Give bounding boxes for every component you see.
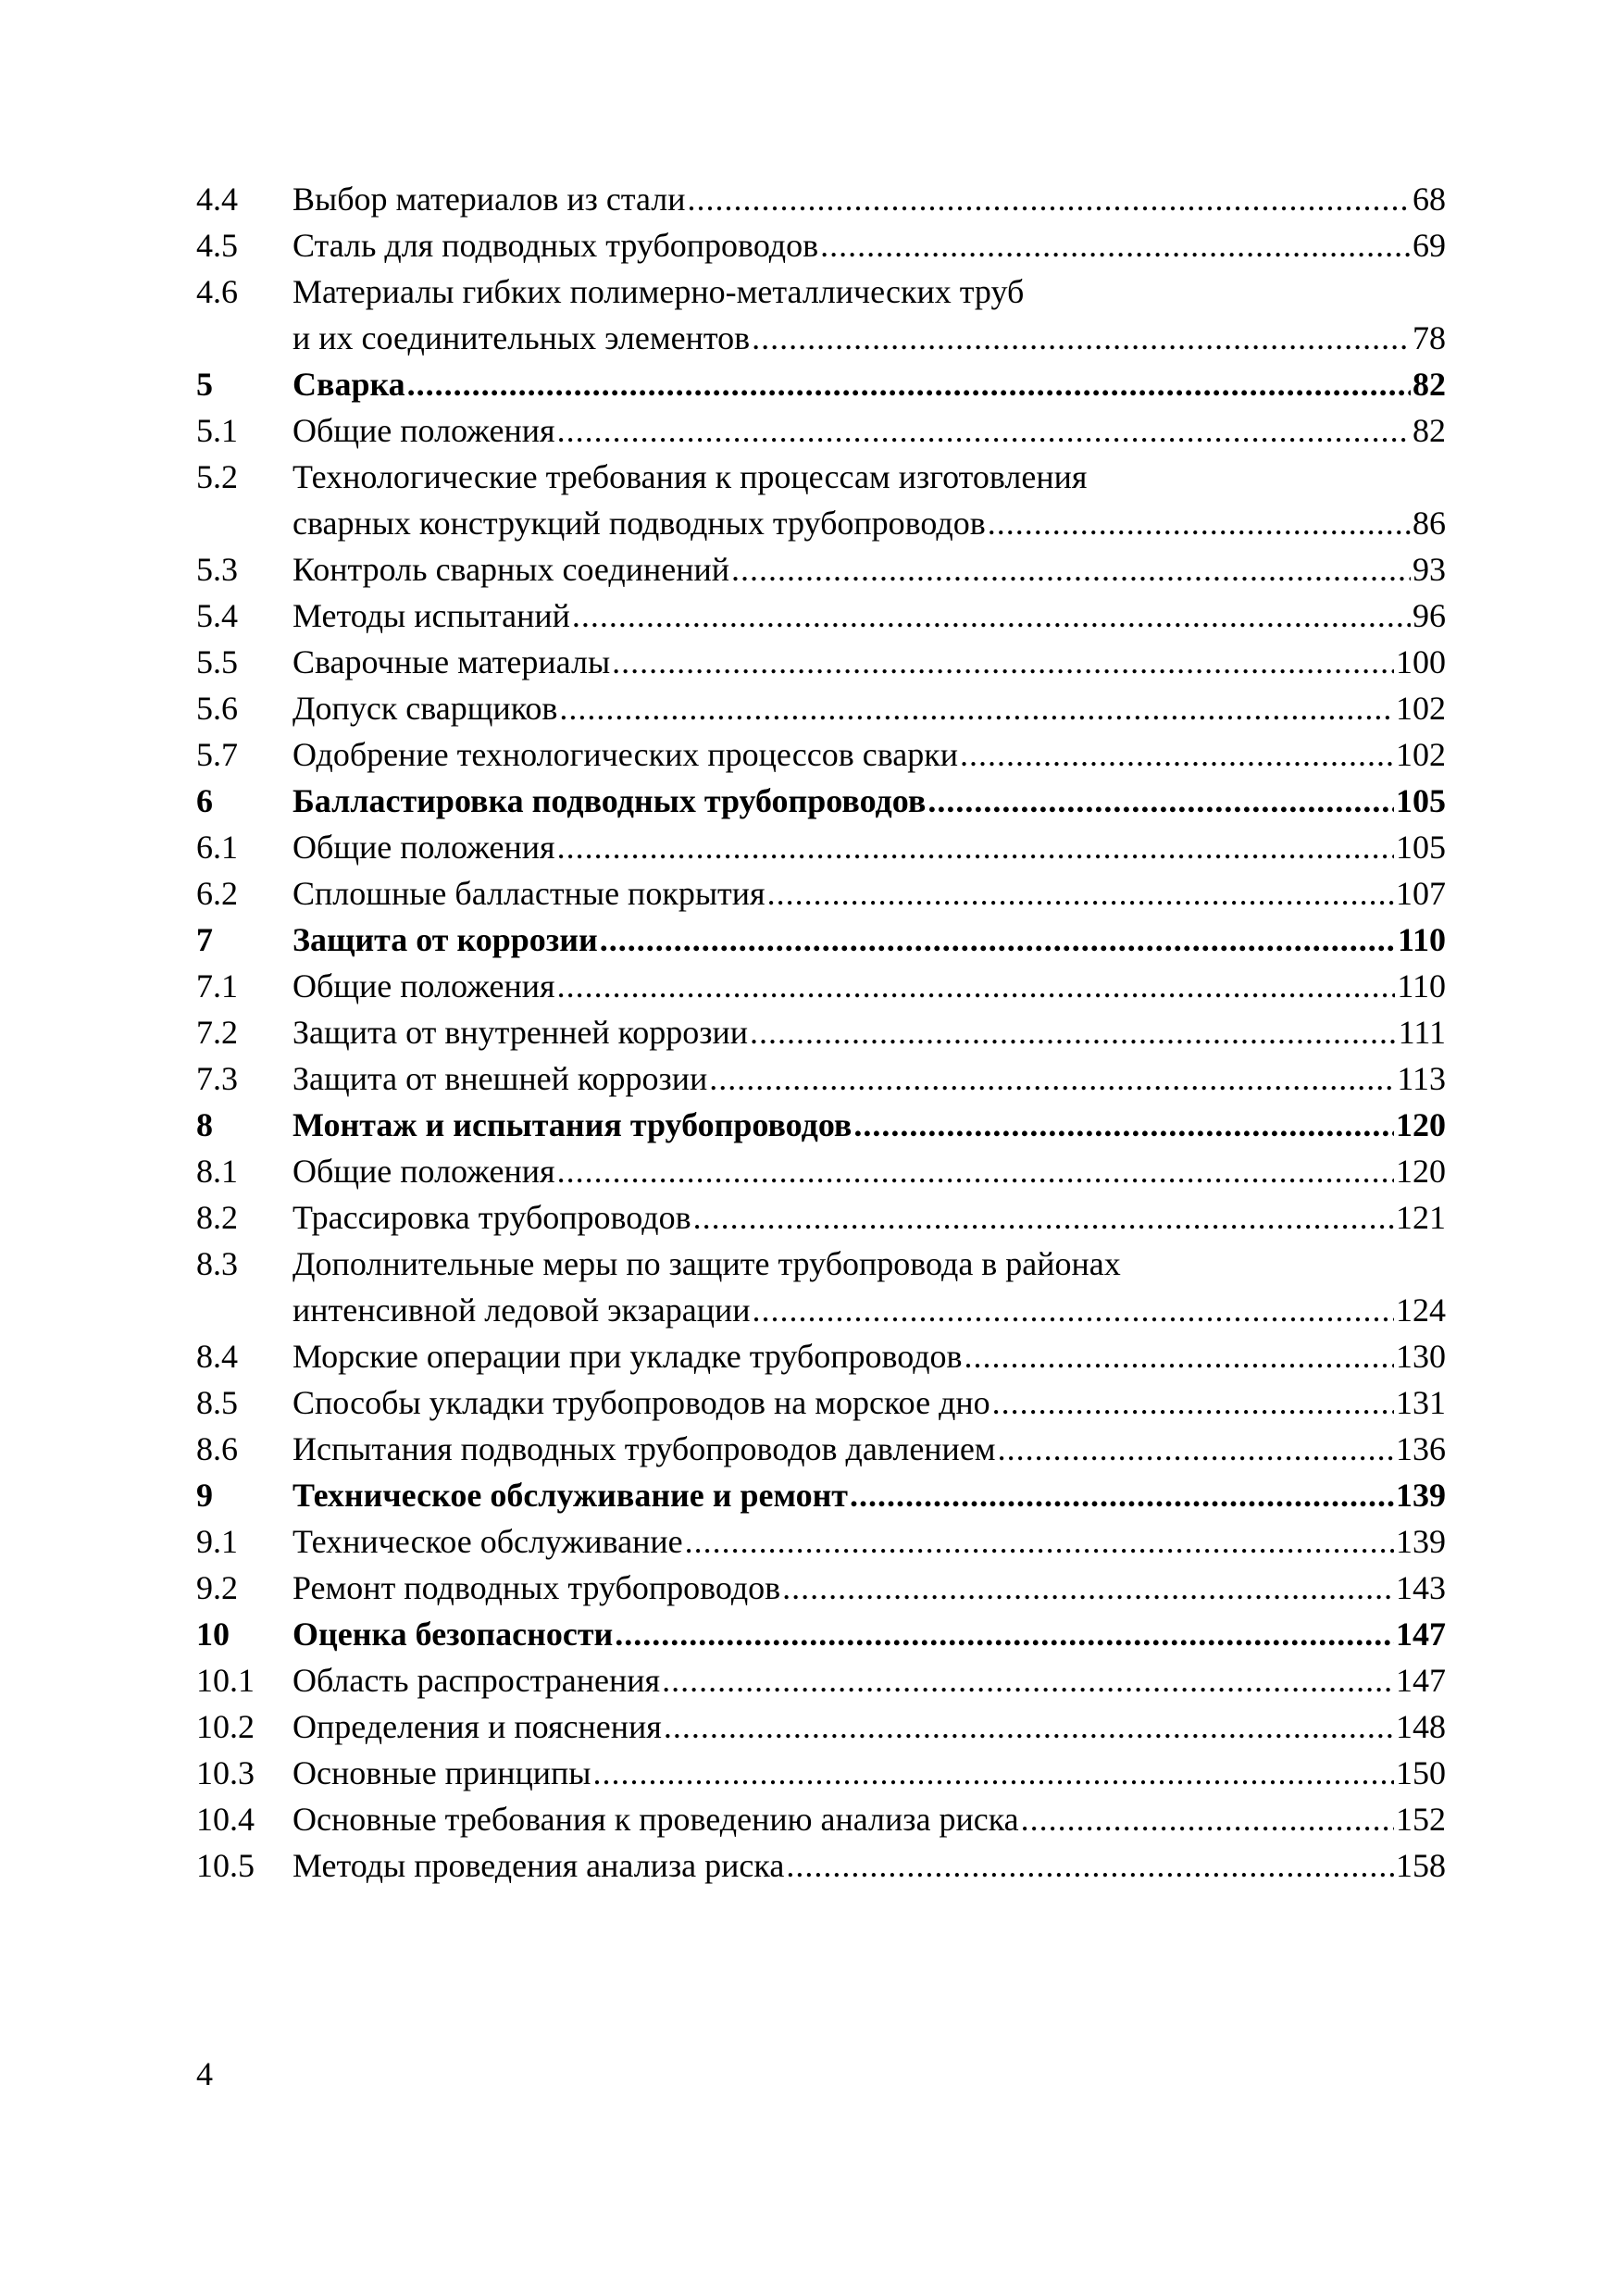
toc-title: Защита от коррозии: [292, 921, 598, 958]
toc-leader-dots: [965, 1333, 1394, 1379]
toc-leader-dots: [600, 917, 1396, 963]
toc-title: Определения и пояснения: [292, 1708, 662, 1745]
page-number: 4: [196, 2055, 213, 2092]
toc-number: 7.3: [196, 1060, 238, 1097]
toc-page-number: 78: [1413, 319, 1446, 356]
toc-section-row[interactable]: [196, 222, 1446, 268]
toc-section-row[interactable]: [196, 1750, 1446, 1796]
toc-title-continuation: сварных конструкций подводных трубопроводов: [292, 505, 986, 542]
toc-page-number: 121: [1396, 1199, 1446, 1236]
toc-leader-dots: [850, 1472, 1394, 1518]
toc-number: 8: [196, 1106, 213, 1143]
toc-leader-dots: [662, 1657, 1394, 1703]
toc-title: Ремонт подводных трубопроводов: [292, 1569, 781, 1606]
toc-number: 8.3: [196, 1245, 238, 1282]
toc-page-number: 150: [1396, 1754, 1446, 1791]
toc-number: 4.5: [196, 227, 238, 264]
toc-page-number: 120: [1396, 1153, 1446, 1190]
toc-page-number: 139: [1396, 1477, 1446, 1514]
toc-page-number: 93: [1413, 551, 1446, 588]
toc-section-row[interactable]: [196, 685, 1446, 731]
toc-page-number: 102: [1396, 690, 1446, 727]
toc-section-row[interactable]: [196, 1148, 1446, 1194]
toc-title: Техническое обслуживание: [292, 1523, 683, 1560]
toc-section-row[interactable]: [196, 1842, 1446, 1889]
toc-section-row[interactable]: [196, 1055, 1446, 1102]
toc-page-number: 96: [1413, 597, 1446, 634]
toc-number: 10.5: [196, 1847, 255, 1884]
toc-chapter-row[interactable]: [196, 361, 1446, 407]
toc-page-number: 139: [1396, 1523, 1446, 1560]
toc-number: 7.1: [196, 967, 238, 1004]
toc-section-row[interactable]: [196, 1796, 1446, 1842]
toc-title-continuation: и их соединительных элементов: [292, 319, 751, 356]
toc-title: Методы проведения анализа риска: [292, 1847, 785, 1884]
toc-leader-dots: [709, 1055, 1395, 1102]
toc-number: 5.1: [196, 412, 238, 449]
toc-leader-dots: [615, 1611, 1394, 1657]
toc-leader-dots: [559, 685, 1394, 731]
toc-leader-dots: [688, 176, 1412, 222]
toc-title: Сварочные материалы: [292, 643, 611, 680]
toc-page-number: 131: [1396, 1384, 1446, 1421]
toc-number: 5.7: [196, 736, 238, 773]
toc-title: Испытания подводных трубопроводов давлением: [292, 1430, 996, 1467]
toc-title: Общие положения: [292, 1153, 555, 1190]
toc-number: 5.4: [196, 597, 238, 634]
toc-page-number: 82: [1413, 412, 1446, 449]
toc-page-number: 148: [1396, 1708, 1446, 1745]
toc-leader-dots: [557, 407, 1411, 454]
toc-page-number: 105: [1396, 782, 1446, 819]
toc-section-row[interactable]: [196, 1379, 1446, 1426]
toc-section-row[interactable]: [196, 1426, 1446, 1472]
toc-page-number: 110: [1397, 921, 1446, 958]
toc-section-row[interactable]: [196, 1333, 1446, 1379]
toc-page-number: 158: [1396, 1847, 1446, 1884]
toc-leader-dots: [731, 546, 1411, 593]
toc-number: 9: [196, 1477, 213, 1514]
toc-leader-dots: [782, 1565, 1394, 1611]
toc-title: Общие положения: [292, 829, 555, 866]
toc-number: 5.6: [196, 690, 238, 727]
toc-title: Сплошные балластные покрытия: [292, 875, 765, 912]
toc-title: Способы укладки трубопроводов на морское дно: [292, 1384, 990, 1421]
toc-leader-dots: [998, 1426, 1394, 1472]
toc-number: 8.6: [196, 1430, 238, 1467]
toc-page-number: 124: [1396, 1292, 1446, 1329]
toc-number: 8.5: [196, 1384, 238, 1421]
toc-title: Защита от внутренней коррозии: [292, 1014, 749, 1051]
toc-leader-dots: [592, 1750, 1394, 1796]
toc-continuation-row[interactable]: [196, 315, 1446, 361]
toc-section-row[interactable]: [196, 268, 1446, 315]
toc-section-row[interactable]: [196, 176, 1446, 222]
toc-number: 9.1: [196, 1523, 238, 1560]
toc-leader-dots: [557, 1148, 1394, 1194]
toc-page-number: 147: [1396, 1662, 1446, 1699]
toc-title: Балластировка подводных трубопроводов: [292, 782, 927, 819]
toc-title: Сварка: [292, 366, 405, 403]
toc-leader-dots: [820, 222, 1411, 268]
toc-title: Одобрение технологических процессов сварки: [292, 736, 958, 773]
toc-page-number: 143: [1396, 1569, 1446, 1606]
toc-leader-dots: [612, 639, 1394, 685]
toc-leader-dots: [1021, 1796, 1394, 1842]
toc-number: 9.2: [196, 1569, 238, 1606]
toc-title: Морские операции при укладке трубопроводов: [292, 1338, 963, 1375]
toc-section-row[interactable]: [196, 1703, 1446, 1750]
toc-title: Техническое обслуживание и ремонт: [292, 1477, 848, 1514]
toc-title: Выбор материалов из стали: [292, 181, 686, 218]
toc-page-number: 136: [1396, 1430, 1446, 1467]
toc-leader-dots: [557, 963, 1396, 1009]
toc-leader-dots: [752, 315, 1411, 361]
toc-page-number: 82: [1413, 366, 1446, 403]
toc-continuation-row[interactable]: [196, 500, 1446, 546]
toc-number: 10.2: [196, 1708, 255, 1745]
toc-number: 7.2: [196, 1014, 238, 1051]
toc-section-row[interactable]: [196, 1194, 1446, 1241]
toc-section-row[interactable]: [196, 454, 1446, 500]
toc-section-row[interactable]: [196, 824, 1446, 870]
toc-section-row[interactable]: [196, 1657, 1446, 1703]
toc-page-number: 147: [1396, 1616, 1446, 1653]
toc-chapter-row[interactable]: [196, 1102, 1446, 1148]
toc-title: Трассировка трубопроводов: [292, 1199, 691, 1236]
toc-title: Монтаж и испытания трубопроводов: [292, 1106, 853, 1143]
toc-leader-dots: [853, 1102, 1394, 1148]
toc-number: 5.3: [196, 551, 238, 588]
toc-number: 6.1: [196, 829, 238, 866]
toc-section-row[interactable]: [196, 407, 1446, 454]
toc-title: Область распространения: [292, 1662, 661, 1699]
toc-number: 6: [196, 782, 213, 819]
toc-title: Сталь для подводных трубопроводов: [292, 227, 819, 264]
toc-number: 10.3: [196, 1754, 255, 1791]
toc-title: Контроль сварных соединений: [292, 551, 730, 588]
toc-section-row[interactable]: [196, 870, 1446, 917]
toc-title: Методы испытаний: [292, 597, 570, 634]
toc-leader-dots: [664, 1703, 1394, 1750]
toc-section-row[interactable]: [196, 639, 1446, 685]
toc-number: 10.1: [196, 1662, 255, 1699]
toc-title: Технологические требования к процессам изготовления: [292, 458, 1088, 495]
toc-section-row[interactable]: [196, 1518, 1446, 1565]
toc-title: Оценка безопасности: [292, 1616, 614, 1653]
toc-page-number: 120: [1396, 1106, 1446, 1143]
toc-leader-dots: [786, 1842, 1394, 1889]
toc-title: Допуск сварщиков: [292, 690, 558, 727]
toc-number: 5: [196, 366, 213, 403]
toc-leader-dots: [753, 1287, 1394, 1333]
toc-page-number: 107: [1396, 875, 1446, 912]
table-of-contents: [196, 176, 1446, 1889]
toc-section-row[interactable]: [196, 1565, 1446, 1611]
toc-number: 8.2: [196, 1199, 238, 1236]
toc-leader-dots: [960, 731, 1394, 778]
toc-page-number: 113: [1397, 1060, 1446, 1097]
toc-chapter-row[interactable]: [196, 917, 1446, 963]
toc-number: 6.2: [196, 875, 238, 912]
toc-title: Общие положения: [292, 967, 555, 1004]
toc-page-number: 130: [1396, 1338, 1446, 1375]
toc-section-row[interactable]: [196, 963, 1446, 1009]
toc-page-number: 111: [1398, 1014, 1446, 1051]
toc-page-number: 100: [1396, 643, 1446, 680]
toc-leader-dots: [927, 778, 1394, 824]
toc-leader-dots: [767, 870, 1394, 917]
toc-number: 8.1: [196, 1153, 238, 1190]
toc-page-number: 69: [1413, 227, 1446, 264]
toc-number: 4.6: [196, 273, 238, 310]
toc-title: Защита от внешней коррозии: [292, 1060, 708, 1097]
toc-number: 5.5: [196, 643, 238, 680]
toc-page-number: 68: [1413, 181, 1446, 218]
toc-leader-dots: [750, 1009, 1397, 1055]
toc-continuation-row[interactable]: [196, 1287, 1446, 1333]
toc-page-number: 102: [1396, 736, 1446, 773]
toc-number: 4.4: [196, 181, 238, 218]
toc-leader-dots: [988, 500, 1411, 546]
toc-leader-dots: [572, 593, 1411, 639]
toc-section-row[interactable]: [196, 593, 1446, 639]
toc-title: Основные принципы: [292, 1754, 591, 1791]
toc-title-continuation: интенсивной ледовой экзарации: [292, 1292, 751, 1329]
toc-title: Основные требования к проведению анализа риска: [292, 1801, 1019, 1838]
toc-leader-dots: [693, 1194, 1394, 1241]
toc-page-number: 105: [1396, 829, 1446, 866]
toc-title: Общие положения: [292, 412, 555, 449]
toc-section-row[interactable]: [196, 1241, 1446, 1287]
toc-section-row[interactable]: [196, 1009, 1446, 1055]
toc-chapter-row[interactable]: [196, 1472, 1446, 1518]
toc-number: 10: [196, 1616, 230, 1653]
toc-title: Дополнительные меры по защите трубопровода в районах: [292, 1245, 1121, 1282]
toc-title: Материалы гибких полимерно-металлических труб: [292, 273, 1025, 310]
toc-section-row[interactable]: [196, 546, 1446, 593]
toc-section-row[interactable]: [196, 731, 1446, 778]
toc-chapter-row[interactable]: [196, 1611, 1446, 1657]
toc-page-number: 152: [1396, 1801, 1446, 1838]
toc-leader-dots: [685, 1518, 1394, 1565]
toc-leader-dots: [407, 361, 1411, 407]
toc-chapter-row[interactable]: [196, 778, 1446, 824]
toc-number: 8.4: [196, 1338, 238, 1375]
toc-number: 5.2: [196, 458, 238, 495]
toc-leader-dots: [992, 1379, 1394, 1426]
toc-number: 10.4: [196, 1801, 255, 1838]
toc-page-number: 86: [1413, 505, 1446, 542]
toc-page-number: 110: [1397, 967, 1446, 1004]
toc-number: 7: [196, 921, 213, 958]
toc-leader-dots: [557, 824, 1394, 870]
